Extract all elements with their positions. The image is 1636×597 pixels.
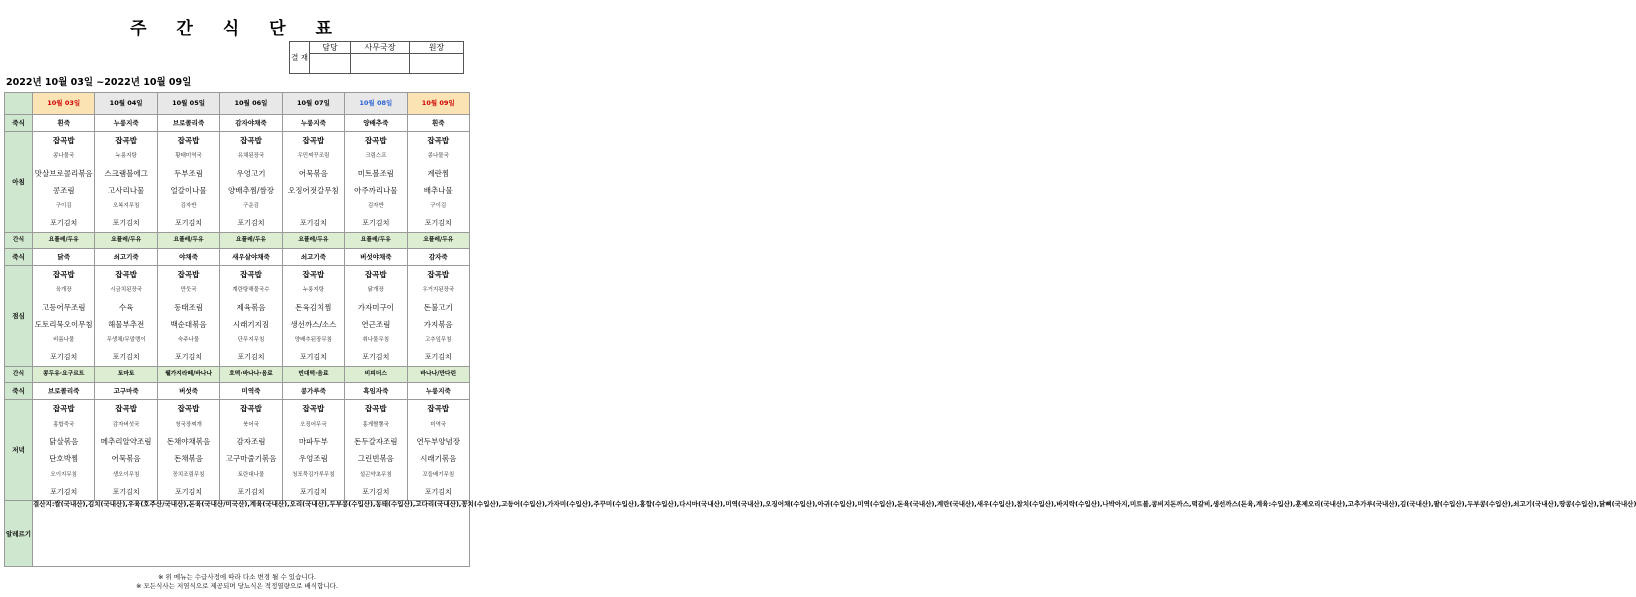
menu-item: 토란대나물	[237, 471, 265, 478]
breakfast-row	[5, 132, 470, 233]
menu-item: 잡곡밥	[364, 403, 387, 413]
menu-item: 두부조림	[174, 168, 204, 178]
menu-item: 시래기볶음	[420, 453, 457, 463]
menu-item: 포기김치	[50, 219, 78, 228]
day-header: 10월 05일	[157, 93, 219, 115]
footnote: ※ 위 메뉴는 수급사정에 따라 다소 변경 될 수 있습니다.	[158, 573, 316, 581]
menu-item: 포기김치	[424, 487, 452, 496]
menu-item: 잡곡밥	[177, 403, 200, 413]
menu-item: 생오이무침	[112, 471, 140, 478]
menu-item: 양배추된장무침	[294, 337, 332, 344]
menu-item: 메추리알약조림	[100, 437, 152, 447]
menu-item: 돈불고기	[423, 303, 453, 313]
menu-item: 꽁치조림무침	[172, 471, 205, 478]
menu-item: 육개장	[55, 287, 72, 294]
period-range: 2022년 10월 03일 ~2022년 10월 09일	[6, 77, 192, 88]
menu-item: 오복지무침	[112, 203, 140, 210]
menu-item: 구운김	[243, 203, 259, 210]
row-label: 간식	[5, 233, 33, 249]
menu-item: 잡곡밥	[240, 269, 262, 279]
row-label: 저녁	[5, 400, 33, 501]
menu-item: 양배추죽	[345, 115, 407, 132]
menu-item: 잡곡밥	[115, 269, 137, 279]
meal-cell	[282, 266, 344, 367]
corner-cell	[5, 93, 33, 115]
row-label: 죽식	[5, 115, 33, 132]
menu-item: 요플레/두유	[407, 233, 469, 249]
row-label: 알레르기	[5, 501, 33, 567]
menu-item: 도토리묵오이무침	[34, 319, 93, 329]
menu-item: 호떡·바나나·음료	[220, 367, 282, 383]
row-label: 점심	[5, 266, 33, 367]
menu-item: 포기김치	[362, 353, 390, 362]
meal-cell	[33, 132, 95, 233]
menu-item: 시래기지짐	[232, 319, 270, 329]
menu-item: 요플레/두유	[33, 233, 95, 249]
menu-item: 포기김치	[112, 219, 140, 228]
meal-cell	[407, 266, 469, 367]
menu-item: 감자야채죽	[220, 115, 282, 132]
dinner-row	[5, 400, 470, 501]
menu-item: 포기김치	[237, 353, 265, 362]
weekly-menu-table	[4, 92, 1636, 567]
juk-noon-row	[5, 249, 470, 266]
meal-cell	[220, 132, 282, 233]
menu-item: 미역국	[430, 421, 447, 428]
day-header: 10월 08일	[345, 93, 407, 115]
meal-cell	[157, 266, 219, 367]
approval-sign-box[interactable]	[310, 54, 351, 74]
menu-item: 맛살브로콜리볶음	[34, 168, 93, 178]
menu-item: 브로콜리죽	[33, 383, 95, 400]
approval-sign-box[interactable]	[410, 54, 464, 74]
menu-item: 만둣국	[180, 287, 197, 294]
menu-item: 홍합죽국	[53, 421, 75, 428]
menu-item: 포기김치	[112, 487, 140, 496]
menu-item: 흰죽	[407, 115, 469, 132]
approval-label: 결 재	[290, 42, 310, 74]
meal-cell	[95, 266, 157, 367]
menu-item: 단무지무침	[237, 337, 265, 344]
approval-role: 사무국장	[351, 42, 410, 54]
menu-item: 동태조림	[174, 303, 204, 313]
menu-item: 잡곡밥	[427, 403, 450, 413]
menu-item: 돈육김치찜	[295, 303, 332, 313]
menu-item: 청포묵김가루무침	[292, 471, 335, 478]
menu-item: 포기김치	[175, 487, 203, 496]
day-header: 10월 07일	[282, 93, 344, 115]
menu-item: 오징어젓갈무침	[288, 185, 339, 195]
footnote: ※ 모든식사는 저염식으로 제공되며 당뇨식은 적정열량으로 배식합니다.	[135, 582, 338, 591]
meal-cell	[220, 400, 282, 501]
meal-cell	[345, 266, 407, 367]
menu-item: 포기김치	[424, 219, 452, 228]
menu-item: 돈채야채볶음	[166, 437, 211, 447]
page-title: 주 간 식 단 표	[130, 19, 344, 39]
menu-item: 배추나물	[423, 185, 453, 195]
footnotes	[0, 573, 474, 591]
menu-item: 고추잎무침	[424, 337, 452, 344]
menu-item: 요플레/두유	[95, 233, 157, 249]
menu-item: 닭개장	[367, 287, 384, 294]
menu-item: 청국장찌개	[175, 421, 202, 428]
menu-item: 고사리나물	[108, 185, 145, 195]
menu-item: 감자조림	[236, 437, 266, 447]
meal-cell	[157, 400, 219, 501]
menu-item: 포기김치	[299, 353, 327, 362]
day-header: 10월 09일	[407, 93, 469, 115]
menu-item: 잡곡밥	[240, 403, 262, 413]
menu-item: 우엉고기	[236, 168, 266, 178]
menu-item: 포기김치	[362, 487, 390, 496]
menu-item: 북어국	[243, 421, 259, 428]
menu-item: 고구마줄기볶음	[225, 453, 277, 463]
meal-cell	[95, 400, 157, 501]
menu-item: 잡곡밥	[52, 135, 75, 145]
day-header-row	[5, 93, 470, 115]
menu-item: 양배추찜/쌈장	[227, 185, 274, 195]
menu-item: 포기김치	[175, 219, 203, 228]
menu-item: 오징어무국	[300, 421, 327, 428]
snack-pm-row	[5, 367, 470, 383]
menu-item: 콩가루죽	[282, 383, 344, 400]
meal-cell	[157, 132, 219, 233]
menu-item: 돈두갈자조림	[354, 437, 398, 447]
menu-item: 쇠고기죽	[282, 249, 344, 266]
menu-item: 스크램블에그	[104, 168, 148, 178]
menu-item: 잡곡밥	[302, 403, 325, 413]
menu-item: 비피더스	[345, 367, 407, 383]
menu-item	[283, 199, 344, 216]
menu-item: 콩두유·요구르트	[33, 367, 95, 383]
menu-item: 홍게짬뽕국	[362, 421, 390, 428]
menu-item: 오이지무침	[50, 471, 77, 478]
menu-item: 잡곡밥	[427, 135, 450, 145]
menu-item: 버섯야채죽	[345, 249, 407, 266]
menu-item: 요플레/두유	[157, 233, 219, 249]
menu-item: 요플레/두유	[220, 233, 282, 249]
menu-item: 포기김치	[299, 487, 327, 496]
meal-cell	[282, 132, 344, 233]
menu-item: 잡곡밥	[115, 135, 137, 145]
meal-cell	[282, 400, 344, 501]
menu-item: 마파두부	[298, 437, 328, 447]
snack-am-row	[5, 233, 470, 249]
menu-item: 백순대볶음	[170, 319, 207, 329]
menu-item: 포기김치	[237, 487, 265, 496]
menu-item: 계란탕해물국수	[232, 287, 270, 294]
meal-cell	[345, 400, 407, 501]
meal-cell	[407, 400, 469, 501]
approval-box	[289, 41, 464, 74]
menu-item: 잡곡밥	[115, 403, 137, 413]
menu-item: 누룽지탕	[302, 287, 325, 294]
menu-item: 요플레/두유	[345, 233, 407, 249]
menu-item: 흰죽	[33, 115, 95, 132]
menu-item: 황태미역국	[175, 153, 202, 160]
menu-item: 포기김치	[112, 353, 140, 362]
menu-item: 감자죽	[407, 249, 469, 266]
meal-cell	[95, 132, 157, 233]
menu-item: 설곤약초무침	[359, 471, 392, 478]
menu-item: 감자버섯국	[112, 421, 140, 428]
meal-cell	[345, 132, 407, 233]
menu-item: 새우살야채죽	[220, 249, 282, 266]
menu-item: 토마토	[95, 367, 157, 383]
menu-item: 포기김치	[237, 219, 265, 228]
menu-item: 잡곡밥	[52, 403, 75, 413]
menu-item: 제육볶음	[236, 303, 266, 313]
menu-item: 구이김	[430, 203, 447, 210]
menu-item: 누룽지죽	[407, 383, 469, 400]
row-label: 죽식	[5, 383, 33, 400]
menu-item: 단호박찜	[49, 453, 79, 463]
meal-cell	[407, 132, 469, 233]
menu-item: 포기김치	[175, 353, 203, 362]
day-header: 10월 04일	[95, 93, 157, 115]
approval-role: 담당	[310, 42, 351, 54]
menu-item: 바나나/만다린	[407, 367, 469, 383]
allergy-row	[5, 501, 470, 567]
meal-cell	[33, 266, 95, 367]
menu-item: 닭죽	[33, 249, 95, 266]
menu-item: 잡곡밥	[302, 269, 325, 279]
row-label: 간식	[5, 367, 33, 383]
menu-item: 유채된장국	[237, 153, 265, 160]
menu-item: 숙주나물	[177, 337, 200, 344]
day-header: 10월 03일	[33, 93, 95, 115]
row-label: 죽식	[5, 249, 33, 266]
menu-item: 우민찌꾸조림	[297, 153, 330, 160]
menu-item: 연근조림	[361, 319, 391, 329]
menu-item: 포기김치	[362, 219, 390, 228]
menu-item: 미역죽	[220, 383, 282, 400]
menu-item: 잡곡밥	[427, 269, 450, 279]
menu-item: 콩조림	[52, 185, 75, 195]
juk-am-row	[5, 115, 470, 132]
menu-item: 그린빈볶음	[357, 453, 394, 463]
menu-item: 잡곡밥	[364, 135, 387, 145]
lunch-row	[5, 266, 470, 367]
meal-cell	[33, 400, 95, 501]
approval-role: 원장	[410, 42, 464, 54]
approval-sign-box[interactable]	[351, 54, 410, 74]
menu-item: 아주까리나물	[354, 185, 398, 195]
menu-item: 잡곡밥	[302, 135, 325, 145]
menu-item: 브로콜리죽	[157, 115, 219, 132]
menu-item: 누룽지죽	[282, 115, 344, 132]
juk-pm-row	[5, 383, 470, 400]
menu-item: 김자반	[180, 203, 197, 210]
menu-item: 잡곡밥	[240, 135, 262, 145]
menu-item: 야채죽	[157, 249, 219, 266]
menu-item: 가자미구이	[357, 303, 394, 313]
row-label: 아침	[5, 132, 33, 233]
menu-item: 잡곡밥	[364, 269, 387, 279]
menu-item: 포기김치	[299, 219, 327, 228]
menu-item: 계란찜	[427, 168, 450, 178]
menu-item: 흑임자죽	[345, 383, 407, 400]
menu-item: 포기김치	[50, 353, 78, 362]
origin-allergy-info: 결산지:쌀(국내산),김치(국내산),우육(호주산/국내산),돈육(국내산/미국산),계육(국내산),오리(국내산),두부콩(수입산),동태(수입산),고다리(국내산),꽁치(수입산),고등어(수입산),가자미(수입산),주꾸미(수입산),홍합(수입산),다시마(국내산),미역(국내산),오징어채(수입산),아귀(수입산),미역(수입산),돈육(국내산),계란(국내산),새우(수입산),참치(수입산),바지락(수입산),나박아지,미트볼,콩비지돈까스,떡갈비,생선까스(돈육,계육:수입산),훈제오리(국내산),고추가루(국내산),김(국내산),팥(수입산),두부콩(수입산),쇠고기(국내산),땅콩(수입산),닭뼈(국내산)	[33, 501, 470, 567]
menu-item: 생선까스/소스	[290, 319, 337, 329]
menu-item: 해물부추전	[108, 319, 145, 329]
menu-item: 어묵볶음	[298, 168, 328, 178]
menu-item: 쇠고기죽	[95, 249, 157, 266]
menu-item: 요플레/두유	[282, 233, 344, 249]
menu-item: 어묵볶음	[111, 453, 141, 463]
menu-item: 고등어무조림	[41, 303, 86, 313]
menu-item: 취나물무침	[362, 337, 390, 344]
menu-item: 꼬들배기무침	[422, 471, 455, 478]
menu-item: 잡곡밥	[52, 269, 75, 279]
menu-item: 빈대떡·음료	[282, 367, 344, 383]
menu-item: 무생채/무말랭이	[106, 337, 146, 344]
menu-item: 크림스프	[365, 153, 387, 160]
menu-item: 구이김	[55, 203, 72, 210]
menu-item: 콩나물국	[53, 153, 75, 160]
menu-item: 비름나물	[53, 337, 75, 344]
menu-item: 미트볼조림	[357, 168, 394, 178]
menu-item: 가지볶음	[423, 319, 453, 329]
menu-item: 우엉조림	[298, 453, 328, 463]
menu-item: 누룽지탕	[115, 153, 137, 160]
menu-item: 닭살볶음	[49, 437, 79, 447]
menu-item: 웰가지라떼/바나나	[157, 367, 219, 383]
menu-item: 수육	[118, 303, 134, 313]
menu-item: 얼갈이나물	[170, 185, 207, 195]
menu-item: 시금치된장국	[110, 287, 143, 294]
menu-item: 포기김치	[424, 353, 452, 362]
day-header: 10월 06일	[220, 93, 282, 115]
menu-item: 버섯죽	[157, 383, 219, 400]
menu-item: 포기김치	[50, 487, 78, 496]
menu-item: 김자반	[367, 203, 384, 210]
menu-item: 고구마죽	[95, 383, 157, 400]
menu-item: 우거지된장국	[422, 287, 455, 294]
menu-item: 누룽지죽	[95, 115, 157, 132]
menu-item: 돈채볶음	[174, 453, 204, 463]
meal-cell	[220, 266, 282, 367]
menu-item: 연두부양념장	[416, 437, 460, 447]
menu-item: 잡곡밥	[177, 135, 200, 145]
menu-item: 잡곡밥	[177, 269, 200, 279]
menu-item: 콩나물국	[427, 153, 449, 160]
